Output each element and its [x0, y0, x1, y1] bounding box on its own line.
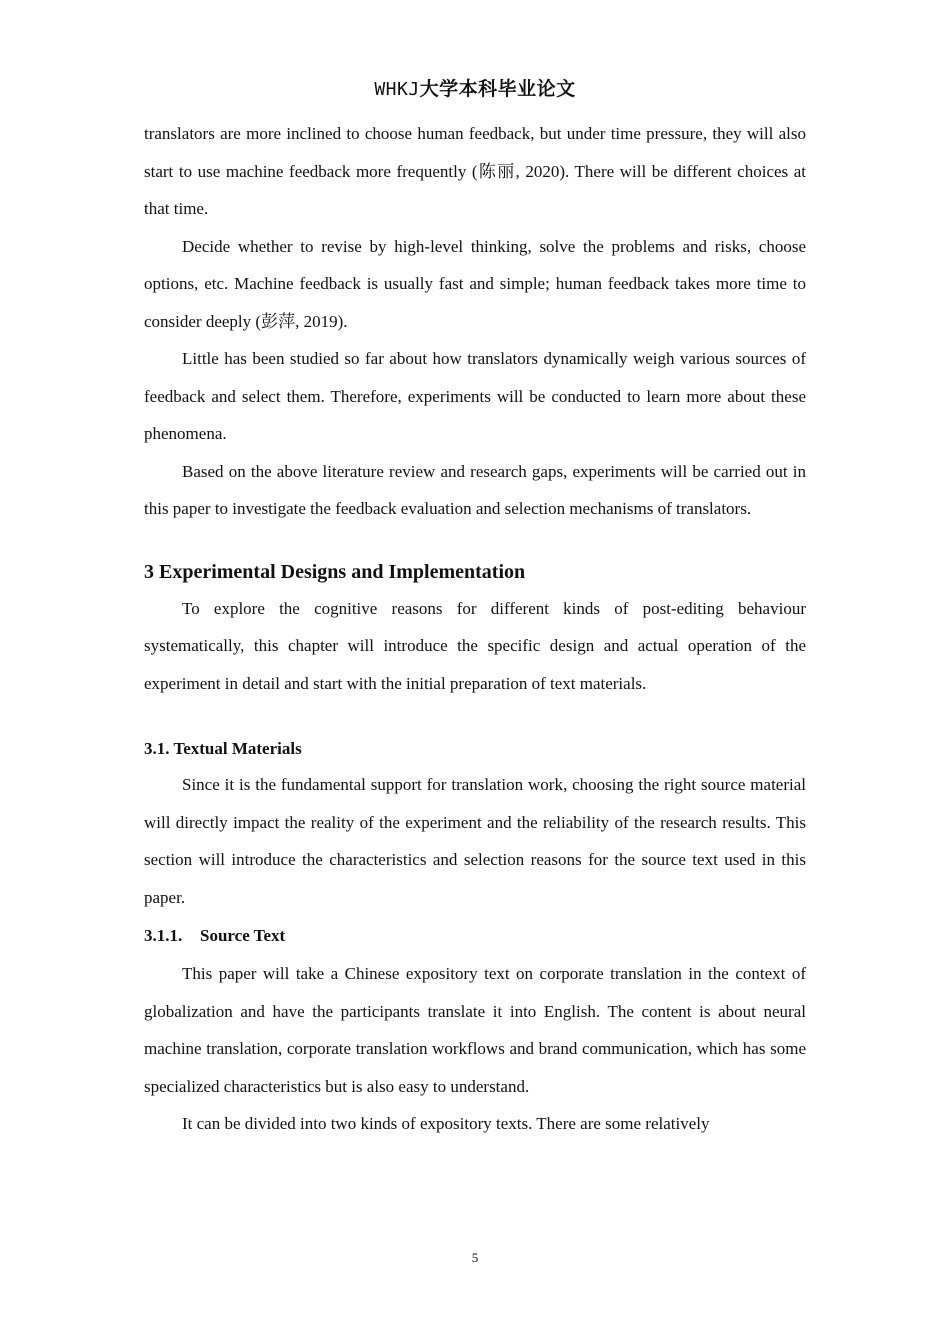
- subsection-heading: [144, 917, 806, 955]
- paragraph: Based on the above literature review and research gaps, experiments will be carried out in this paper to investigate the feedback evaluation and selection mechanisms of translators.: [144, 461, 806, 518]
- subsection-paragraph: It can be divided into two kinds of expository texts. There are some relatively: [182, 1114, 710, 1133]
- subsection-title: Source Text: [200, 926, 286, 945]
- body-text: [144, 115, 806, 1143]
- paragraph: Little has been studied so far about how translators dynamically weigh various sources of feedback and select them. Therefore, experiments will be conducted to learn more about these phenomena.: [144, 349, 806, 443]
- paragraph-continued: translators are more inclined to choose human feedback, but under time pressure, they will also start to use machine feedback more frequently (陈丽, 2020). There will be different choices at that time.: [144, 124, 806, 218]
- page-number: 5: [471, 1250, 479, 1265]
- running-header: [0, 74, 950, 101]
- header-title: 大学本科毕业论文: [419, 78, 576, 100]
- subsection-paragraph: This paper will take a Chinese expository text on corporate translation in the context of globalization and have the participants translate it into English. The content is about neural machine translation, corporate translation workflows and brand communication, which has some specialized characteristics but is also easy to understand.: [144, 964, 806, 1096]
- section-paragraph: Since it is the fundamental support for translation work, choosing the right source material will directly impact the reality of the experiment and the reliability of the research results. This section will introduce the characteristics and selection reasons for the source text used in this paper.: [144, 775, 806, 907]
- paragraph: Decide whether to revise by high-level thinking, solve the problems and risks, choose options, etc. Machine feedback is usually fast and simple; human feedback takes more time to consider deeply (彭萍, 2019).: [144, 236, 806, 331]
- chapter-intro-paragraph: To explore the cognitive reasons for different kinds of post-editing behaviour systematically, this chapter will introduce the specific design and actual operation of the experiment in detail and start with the initial preparation of text materials.: [144, 598, 806, 693]
- chapter-heading: 3 Experimental Designs and Implementation: [144, 560, 526, 583]
- header-prefix: WHKJ: [374, 79, 420, 100]
- subsection-number: 3.1.1.: [144, 926, 183, 945]
- section-heading: 3.1. Textual Materials: [144, 739, 302, 758]
